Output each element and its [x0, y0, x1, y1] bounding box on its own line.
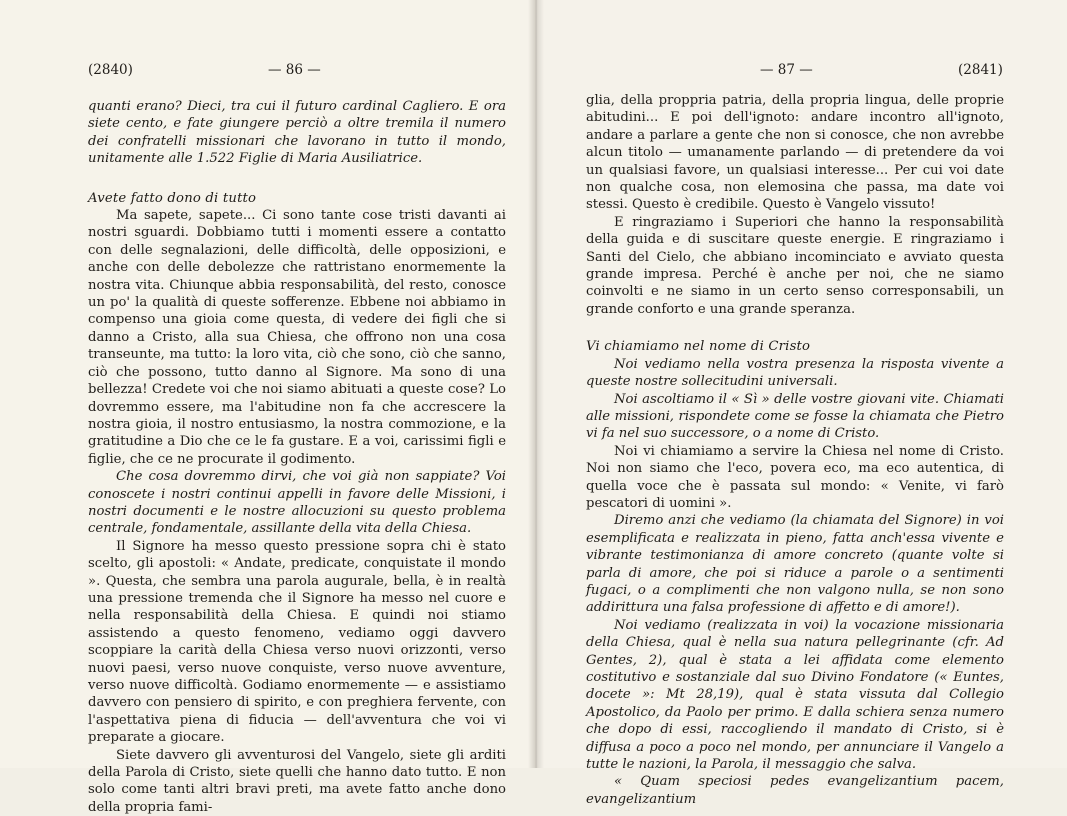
section-heading-right: Vi chiamiamo nel nome di Cristo: [586, 339, 811, 355]
right-page: [536, 0, 1067, 807]
paragraph-continued: glia, della proppria patria, della propria lingua, delle proprie abitudini... E poi dell'ignoto: andare incontro all'ignoto, andare a parlare a gente che non si conosce, che non avrebbe alcun titolo — umanamente parlando — di pretendere da voi un qualsiasi favore, un qualsiasi interesse... Per cui voi date non qualche cosa, non elemosina che passa, ma date voi stessi. Questo è credibile. Questo è Vangelo vissuto!: [586, 93, 1004, 213]
page-number-right: (2841): [958, 62, 1003, 78]
page-number-left: (2840): [88, 62, 133, 78]
paragraph-2: Che cosa dovremmo dirvi, che voi già non sappiate? Voi conoscete i nostri continui appelli in favore delle Missioni, i nostri documenti e le nostre allocuzioni su questo problema centrale, fondamentale, assillante della vita della Chiesa.: [88, 469, 506, 537]
left-text-block: [88, 98, 506, 816]
book-gutter: [528, 0, 544, 768]
paragraph-diremo: Diremo anzi che vediamo (la chiamata del Signore) in voi esemplificata e realizzata in pieno, fatta anch'essa vivente e vibrante testimonianza di amore concreto (quante volte si parla di amore, che poi si riduce a parole o a sentimenti fugaci, o a complimenti che non valgono nulla, se non sono addirittura una falsa professione di affetto e di amore!).: [586, 513, 1004, 616]
paragraph-quam-speciosi: « Quam speciosi pedes evangelizantium pacem, evangelizantium: [586, 774, 1004, 807]
intro-paragraph: quanti erano? Dieci, tra cui il futuro cardinal Cagliero. E ora siete cento, e fate giungere perciò a oltre tremila il numero dei confratelli missionari che lavorano in tutto il mondo, unitamente alle 1.522 Figlie di Maria Ausiliatrice.: [88, 99, 506, 167]
paragraph-chiamiamo: Noi vi chiamiamo a servire la Chiesa nel nome di Cristo. Noi non siamo che l'eco, povera eco, ma eco autentica, di quella voce che è passata sul mondo: « Venite, vi farò pescatori di uomini ».: [586, 443, 1004, 511]
paragraph-3: Il Signore ha messo questo pressione sopra chi è stato scelto, gli apostoli: « Andate, predicate, conquistate il mondo ». Questa, che sembra una parola augurale, bella, è in realtà una pressione tremenda che il Signore ha messo nel cuore e nella responsabilità della Chiesa. E quindi noi stiamo assistendo a questo fenomeno, vediamo oggi davvero scoppiare la carità della Chiesa verso nuovi orizzonti, verso nuovi paesi, verso nuove conquiste, verso nuove avventure, verso nuove difficoltà. Godiamo enormemente — e assistiamo davvero con pensiero di spirito, e con preghiera fervente, con l'aspettativa piena di fiducia — dell'avventura che voi vi preparate a giocare.: [88, 538, 506, 746]
paragraph-vediamo: Noi vediamo nella vostra presenza la risposta vivente a queste nostre sollecitudini universali.: [586, 356, 1004, 390]
folio-left: — 86 —: [268, 62, 321, 78]
right-text-block: [586, 92, 1004, 808]
paragraph-4: Siete davvero gli avventurosi del Vangelo, siete gli arditi della Parola di Cristo, siete quelli che hanno dato tutto. E non solo come tanti altri bravi preti, ma avete fatto anche dono della propria fami-: [88, 747, 506, 815]
folio-right: — 87 —: [760, 62, 813, 78]
paragraph-1: Ma sapete, sapete... Ci sono tante cose tristi davanti ai nostri sguardi. Dobbiamo tutti i momenti essere a contatto con delle segnalazioni, delle difficoltà, delle opposizioni, e anche con delle debolezze che rattristano enormemente la nostra vita. Chiunque abbia responsabilità, del resto, conosce un po' la qualità di queste sofferenze. Ebbene noi abbiamo in compenso una gioia come questa, di vedere dei figli che si danno a Cristo, alla sua Chiesa, che offrono non una cosa transeunte, ma tutto: la loro vita, ciò che sono, ciò che sanno, ciò che possono, tutto danno al Signore. Ma sono di una bellezza! Credete voi che noi siamo abituati a queste cose? Lo dovremmo essere, ma l'abitudine non fa che accrescere la nostra gioia, il nostro entusiasmo, la nostra commozione, e la gratitudine a Dio che ce le fa gustare. E a voi, carissimi figli e figlie, che ce ne procurate il godimento.: [88, 208, 506, 467]
paragraph-vocazione: Noi vediamo (realizzata in voi) la vocazione missionaria della Chiesa, qual è nella sua natura pellegrinante (cfr. Ad Gentes, 2), qual è stata a lei affidata come elemento costitutivo e sostanziale dal suo Divino Fondatore (« Euntes, docete »: Mt 28,19), qual è stata vissuta dal Collegio Apostolico, da Paolo per primo. E dalla schiera senza numero che dopo di essi, raccogliendo il mandato di Cristo, si è diffusa a poco a poco nel mondo, per annunciare il Vangelo a tutte le nazioni, la Parola, il messaggio che salva.: [586, 617, 1004, 773]
paragraph-ascoltiamo: Noi ascoltiamo il « Sì » delle vostre giovani vite. Chiamati alle missioni, rispondete come se fosse la chiamata che Pietro vi fa nel suo successore, o a nome di Cristo.: [586, 391, 1004, 442]
paragraph-thanks: E ringraziamo i Superiori che hanno la responsabilità della guida e di suscitare queste energie. E ringraziamo i Santi del Cielo, che abbiano incominciato e avviato questa grande impresa. Perché è anche per noi, che ne siamo coinvolti e ne siamo in un certo senso corresponsabili, un grande conforto e una grande speranza.: [586, 214, 1004, 317]
section-heading-left: Avete fatto dono di tutto: [88, 190, 257, 206]
